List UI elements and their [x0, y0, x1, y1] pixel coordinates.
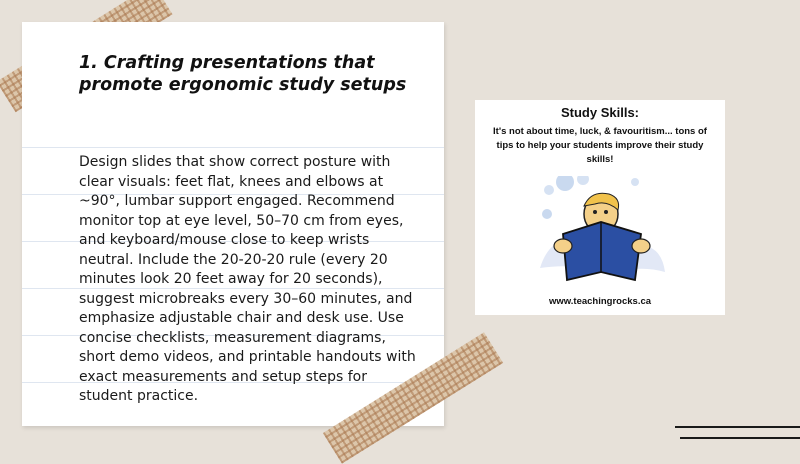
decorative-rule	[675, 426, 800, 428]
slide-title: 1. Crafting presentations that promote ergonomic study setups	[79, 53, 407, 95]
study-skills-image	[475, 100, 725, 315]
notebook-paper	[22, 22, 444, 426]
ruled-line	[22, 147, 444, 148]
decorative-rule	[680, 437, 800, 439]
student-reading-book-clipart-icon	[535, 176, 670, 291]
image-card-title: Study Skills:	[560, 105, 640, 120]
image-card-url: www.teachingrocks.ca	[548, 296, 652, 307]
image-card-subtitle: It's not about time, luck, & favouritism... tons of tips to help your students improve their study skills!	[493, 126, 707, 165]
slide-body-text: Design slides that show correct posture with clear visuals: feet flat, knees and elbows at ~90°, lumbar support engaged. Recommend monitor top at eye level, 50–70 cm from eyes, and keyboard/mouse close to keep wrists neutral. Include the 20-20-20 rule (every 20 minutes look 20 feet away for 20 seconds), suggest microbreaks every 30–60 minutes, and emphasize adjustable chair and desk use. Use concise checklists, measurement diagrams, short demo videos, and printable handouts with exact measurements and setup steps for student practice.	[79, 154, 416, 404]
